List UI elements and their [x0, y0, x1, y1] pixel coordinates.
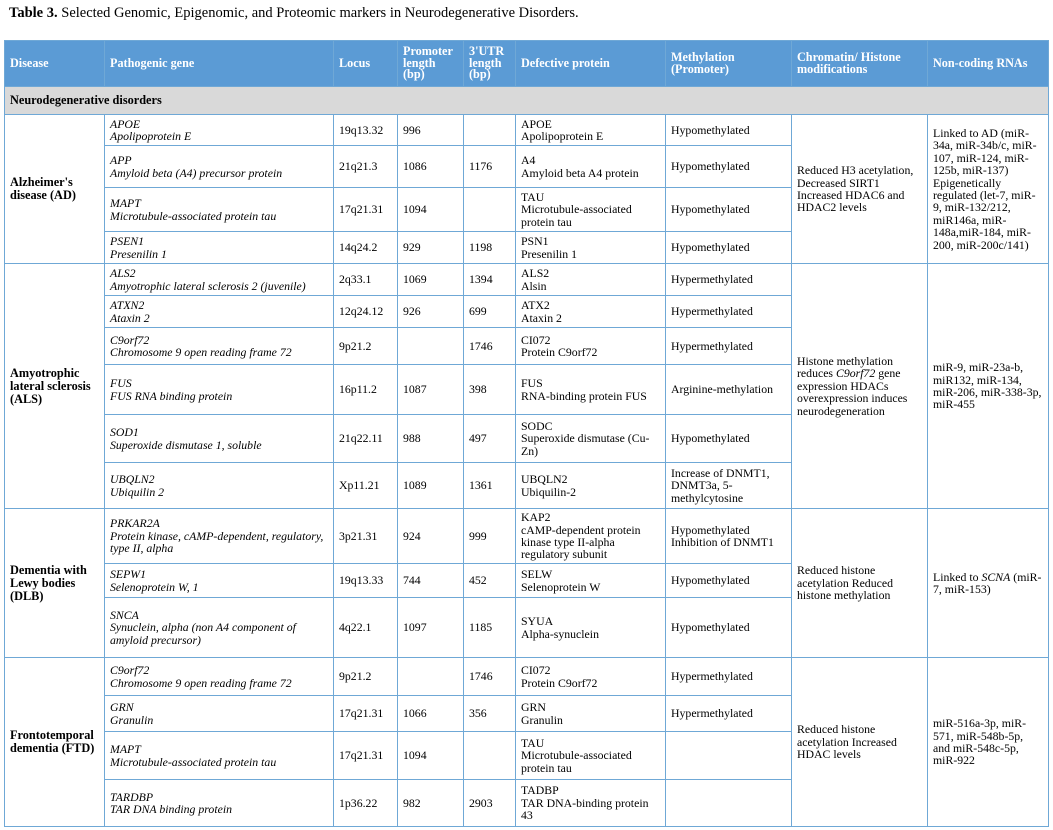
utr-cell: 497: [464, 415, 516, 463]
utr-cell: 356: [464, 696, 516, 732]
gene-name: Synuclein, alpha (non A4 component of amyloid precursor): [110, 620, 296, 647]
header-methylation: Methylation (Promoter): [666, 41, 792, 87]
utr-cell: [464, 732, 516, 780]
disease-cell: Amyotrophic lateral sclerosis (ALS): [5, 264, 105, 509]
protein-symbol: UBQLN2: [521, 472, 568, 487]
gene-symbol: MAPT: [110, 742, 141, 757]
chromatin-text: Reduced histone acetylation Increased HDAC levels: [797, 722, 897, 762]
protein-name: Alpha-synuclein: [521, 626, 599, 641]
protein-symbol: A4: [521, 153, 536, 168]
ncrna-text-post: miR-9, miR-23a-b, miR132, miR-134, miR-206, miR-338-3p, miR-455: [933, 360, 1042, 412]
protein-symbol: ATX2: [521, 298, 550, 313]
promoter-cell: 924: [398, 509, 464, 564]
gene-name: Chromosome 9 open reading frame 72: [110, 345, 292, 359]
methylation-cell: Arginine-methylation: [666, 365, 792, 415]
ncrna-cell: [928, 509, 1049, 658]
gene-name: Granulin: [110, 712, 154, 727]
gene-symbol: MAPT: [110, 196, 141, 211]
locus-cell: 16p11.2: [334, 365, 398, 415]
protein-symbol: ALS2: [521, 266, 550, 281]
gene-symbol: C9orf72: [110, 332, 150, 347]
gene-cell: [105, 509, 334, 564]
locus-cell: 9p21.2: [334, 658, 398, 696]
gene-cell: [105, 463, 334, 509]
methylation-cell: Hypomethylated: [666, 232, 792, 264]
promoter-cell: [398, 658, 464, 696]
protein-symbol: SELW: [521, 567, 553, 582]
gene-cell: [105, 264, 334, 296]
gene-symbol: ALS2: [110, 266, 136, 281]
promoter-cell: 1094: [398, 732, 464, 780]
gene-cell: [105, 232, 334, 264]
promoter-cell: 744: [398, 564, 464, 598]
protein-symbol: KAP2: [521, 510, 551, 525]
gene-name: Amyloid beta (A4) precursor protein: [110, 165, 283, 180]
promoter-cell: 929: [398, 232, 464, 264]
table-row: [5, 658, 1049, 696]
protein-name: Microtubule-associated protein tau: [521, 202, 632, 229]
caption-text: Selected Genomic, Epigenomic, and Proteomic markers in Neurodegenerative Disorders.: [57, 5, 579, 21]
protein-cell: [516, 188, 666, 232]
utr-cell: 1198: [464, 232, 516, 264]
gene-name: FUS RNA binding protein: [110, 388, 233, 403]
methylation-cell: Hypomethylated: [666, 188, 792, 232]
promoter-cell: 1087: [398, 365, 464, 415]
protein-symbol: APOE: [521, 116, 552, 131]
locus-cell: 17q21.31: [334, 696, 398, 732]
methylation-cell: Hypermethylated: [666, 658, 792, 696]
utr-cell: 2903: [464, 780, 516, 827]
header-locus: Locus: [334, 41, 398, 87]
gene-name: Selenoprotein W, 1: [110, 579, 199, 594]
methylation-cell: Hypermethylated: [666, 296, 792, 328]
chromatin-text-italic: C9orf72: [835, 366, 876, 381]
protein-cell: [516, 365, 666, 415]
protein-cell: [516, 328, 666, 365]
locus-cell: 14q24.2: [334, 232, 398, 264]
table-row: [5, 264, 1049, 296]
locus-cell: 4q22.1: [334, 598, 398, 658]
chromatin-cell: [792, 264, 928, 509]
gene-name: TAR DNA binding protein: [110, 802, 233, 816]
gene-cell: [105, 658, 334, 696]
protein-name: Selenoprotein W: [521, 579, 601, 594]
methylation-cell: [666, 732, 792, 780]
locus-cell: 21q22.11: [334, 415, 398, 463]
gene-symbol: TARDBP: [110, 789, 154, 804]
protein-name: Protein C9orf72: [521, 675, 598, 690]
chromatin-text: Reduced histone acetylation Reduced histone methylation: [797, 563, 893, 603]
utr-cell: [464, 188, 516, 232]
ncrna-text-post: (miR-7, miR-153): [933, 569, 1042, 596]
methylation-cell: Hypomethylated: [666, 115, 792, 146]
gene-symbol: SEPW1: [110, 567, 147, 582]
utr-cell: 1746: [464, 658, 516, 696]
locus-cell: 9p21.2: [334, 328, 398, 365]
header-utr: 3'UTR length (bp): [464, 41, 516, 87]
chromatin-text-pre: Histone methylation reduces: [797, 353, 893, 381]
gene-symbol: FUS: [110, 376, 132, 391]
gene-cell: [105, 115, 334, 146]
protein-name: Protein C9orf72: [521, 345, 598, 359]
protein-symbol: SODC: [521, 418, 553, 433]
gene-cell: [105, 188, 334, 232]
methylation-cell: Hypermethylated: [666, 696, 792, 732]
disease-cell: Dementia with Lewy bodies (DLB): [5, 509, 105, 658]
protein-name: Alsin: [521, 278, 547, 293]
protein-name: RNA-binding protein FUS: [521, 388, 647, 403]
utr-cell: [464, 115, 516, 146]
promoter-cell: 988: [398, 415, 464, 463]
gene-symbol: PRKAR2A: [110, 516, 160, 531]
locus-cell: 12q24.12: [334, 296, 398, 328]
promoter-cell: 1066: [398, 696, 464, 732]
utr-cell: 398: [464, 365, 516, 415]
gene-cell: [105, 365, 334, 415]
locus-cell: 17q21.31: [334, 188, 398, 232]
gene-name: Amyotrophic lateral sclerosis 2 (juvenile): [110, 278, 306, 293]
protein-cell: [516, 232, 666, 264]
protein-cell: [516, 296, 666, 328]
ncrna-text-post: Linked to AD (miR-34a, miR-34b/c, miR-107, miR-124, miR-125b, miR-137) Epigenetically regulated (let-7, miR-9, miR-132/212, miR146a, miR-148a,miR-184, miR-200, miR-200c/141): [933, 125, 1037, 252]
ncrna-cell: [928, 115, 1049, 264]
locus-cell: 21q21.3: [334, 146, 398, 188]
protein-cell: [516, 696, 666, 732]
gene-cell: [105, 415, 334, 463]
protein-cell: [516, 264, 666, 296]
ncrna-text-post: miR-516a-3p, miR-571, miR-548b-5p, and miR-548c-5p, miR-922: [933, 716, 1027, 768]
protein-cell: [516, 509, 666, 564]
gene-symbol: GRN: [110, 700, 134, 715]
methylation-cell: Hypomethylated: [666, 564, 792, 598]
chromatin-cell: [792, 509, 928, 658]
header-protein: Defective protein: [516, 41, 666, 87]
gene-symbol: ATXN2: [110, 298, 145, 313]
gene-name: Microtubule-associated protein tau: [110, 754, 277, 769]
section-title: Neurodegenerative disorders: [5, 87, 1049, 115]
gene-cell: [105, 732, 334, 780]
utr-cell: 1361: [464, 463, 516, 509]
chromatin-text-post: gene expression HDACs overexpression induces neurodegeneration: [797, 366, 908, 418]
locus-cell: 1p36.22: [334, 780, 398, 827]
ncrna-cell: [928, 264, 1049, 509]
gene-cell: [105, 780, 334, 827]
protein-name: Presenilin 1: [521, 246, 578, 261]
methylation-cell: Hypomethylated: [666, 146, 792, 188]
table-caption: [9, 4, 579, 22]
protein-cell: [516, 463, 666, 509]
promoter-cell: [398, 328, 464, 365]
protein-cell: [516, 415, 666, 463]
utr-cell: 1185: [464, 598, 516, 658]
gene-name: Protein kinase, cAMP-dependent, regulatory, type II, alpha: [110, 528, 324, 556]
protein-symbol: CI072: [521, 332, 551, 347]
gene-name: Microtubule-associated protein tau: [110, 208, 277, 223]
protein-name: cAMP-dependent protein kinase type II-alpha regulatory subunit: [521, 522, 641, 562]
gene-cell: [105, 564, 334, 598]
table-row: [5, 115, 1049, 146]
gene-name: Ataxin 2: [110, 310, 150, 325]
protein-symbol: PSN1: [521, 234, 549, 249]
protein-cell: [516, 598, 666, 658]
utr-cell: 1176: [464, 146, 516, 188]
utr-cell: 1746: [464, 328, 516, 365]
protein-symbol: FUS: [521, 376, 543, 391]
promoter-cell: 996: [398, 115, 464, 146]
protein-name: Ataxin 2: [521, 310, 562, 325]
section-row: [5, 87, 1049, 115]
protein-name: Ubiquilin-2: [521, 484, 577, 499]
protein-symbol: TAU: [521, 189, 545, 204]
header-row: [5, 41, 1049, 87]
chromatin-cell: [792, 115, 928, 264]
methylation-cell: Hypermethylated: [666, 264, 792, 296]
protein-symbol: TADBP: [521, 783, 559, 798]
gene-symbol: SOD1: [110, 425, 139, 440]
methylation-cell: Increase of DNMT1, DNMT3a, 5-methylcytosine: [666, 463, 792, 509]
protein-symbol: TAU: [521, 735, 545, 750]
disease-cell: Alzheimer's disease (AD): [5, 115, 105, 264]
gene-symbol: APOE: [110, 116, 141, 131]
locus-cell: 2q33.1: [334, 264, 398, 296]
methylation-cell: Hypermethylated: [666, 328, 792, 365]
protein-cell: [516, 146, 666, 188]
promoter-cell: 982: [398, 780, 464, 827]
protein-symbol: CI072: [521, 663, 551, 678]
protein-name: Superoxide dismutase (Cu-Zn): [521, 431, 650, 458]
protein-symbol: GRN: [521, 700, 546, 715]
utr-cell: 1394: [464, 264, 516, 296]
disease-cell: Frontotemporal dementia (FTD): [5, 658, 105, 827]
methylation-cell: Hypomethylated Inhibition of DNMT1: [666, 509, 792, 564]
header-disease: Disease: [5, 41, 105, 87]
header-promoter: Promoter length (bp): [398, 41, 464, 87]
methylation-cell: [666, 780, 792, 827]
ncrna-text-italic: SCNA: [981, 569, 1011, 584]
protein-cell: [516, 732, 666, 780]
promoter-cell: 1097: [398, 598, 464, 658]
gene-name: Ubiquilin 2: [110, 484, 165, 499]
promoter-cell: 1069: [398, 264, 464, 296]
promoter-cell: 1094: [398, 188, 464, 232]
gene-name: Superoxide dismutase 1, soluble: [110, 437, 262, 452]
gene-cell: [105, 296, 334, 328]
gene-cell: [105, 328, 334, 365]
table-row: [5, 509, 1049, 564]
utr-cell: 999: [464, 509, 516, 564]
header-gene: Pathogenic gene: [105, 41, 334, 87]
chromatin-text: Reduced H3 acetylation, Decreased SIRT1 Increased HDAC6 and HDAC2 levels: [797, 163, 914, 215]
gene-name: Apolipoprotein E: [110, 129, 192, 143]
promoter-cell: 926: [398, 296, 464, 328]
utr-cell: 452: [464, 564, 516, 598]
locus-cell: 19q13.32: [334, 115, 398, 146]
promoter-cell: 1089: [398, 463, 464, 509]
caption-label: Table 3.: [9, 5, 58, 21]
ncrna-cell: [928, 658, 1049, 827]
locus-cell: 17q21.31: [334, 732, 398, 780]
gene-cell: [105, 696, 334, 732]
promoter-cell: 1086: [398, 146, 464, 188]
gene-name: Chromosome 9 open reading frame 72: [110, 675, 292, 690]
gene-symbol: SNCA: [110, 607, 139, 622]
protein-name: Microtubule-associated protein tau: [521, 748, 632, 775]
header-ncrna: Non-coding RNAs: [928, 41, 1049, 87]
gene-symbol: C9orf72: [110, 663, 150, 678]
header-chromatin: Chromatin/ Histone modifications: [792, 41, 928, 87]
methylation-cell: Hypomethylated: [666, 415, 792, 463]
protein-name: TAR DNA-binding protein 43: [521, 795, 649, 823]
protein-name: Apolipoprotein E: [521, 129, 604, 143]
gene-name: Presenilin 1: [110, 246, 167, 261]
gene-symbol: APP: [110, 153, 132, 168]
locus-cell: Xp11.21: [334, 463, 398, 509]
methylation-cell: Hypomethylated: [666, 598, 792, 658]
protein-name: Amyloid beta A4 protein: [521, 165, 639, 180]
utr-cell: 699: [464, 296, 516, 328]
protein-symbol: SYUA: [521, 614, 554, 629]
protein-cell: [516, 115, 666, 146]
locus-cell: 19q13.33: [334, 564, 398, 598]
protein-cell: [516, 564, 666, 598]
locus-cell: 3p21.31: [334, 509, 398, 564]
protein-cell: [516, 780, 666, 827]
gene-symbol: PSEN1: [110, 234, 145, 249]
chromatin-cell: [792, 658, 928, 827]
protein-name: Granulin: [521, 712, 563, 727]
gene-cell: [105, 598, 334, 658]
gene-cell: [105, 146, 334, 188]
protein-cell: [516, 658, 666, 696]
ncrna-text-pre: Linked to: [933, 569, 982, 584]
markers-table: [4, 40, 1049, 827]
gene-symbol: UBQLN2: [110, 472, 155, 487]
